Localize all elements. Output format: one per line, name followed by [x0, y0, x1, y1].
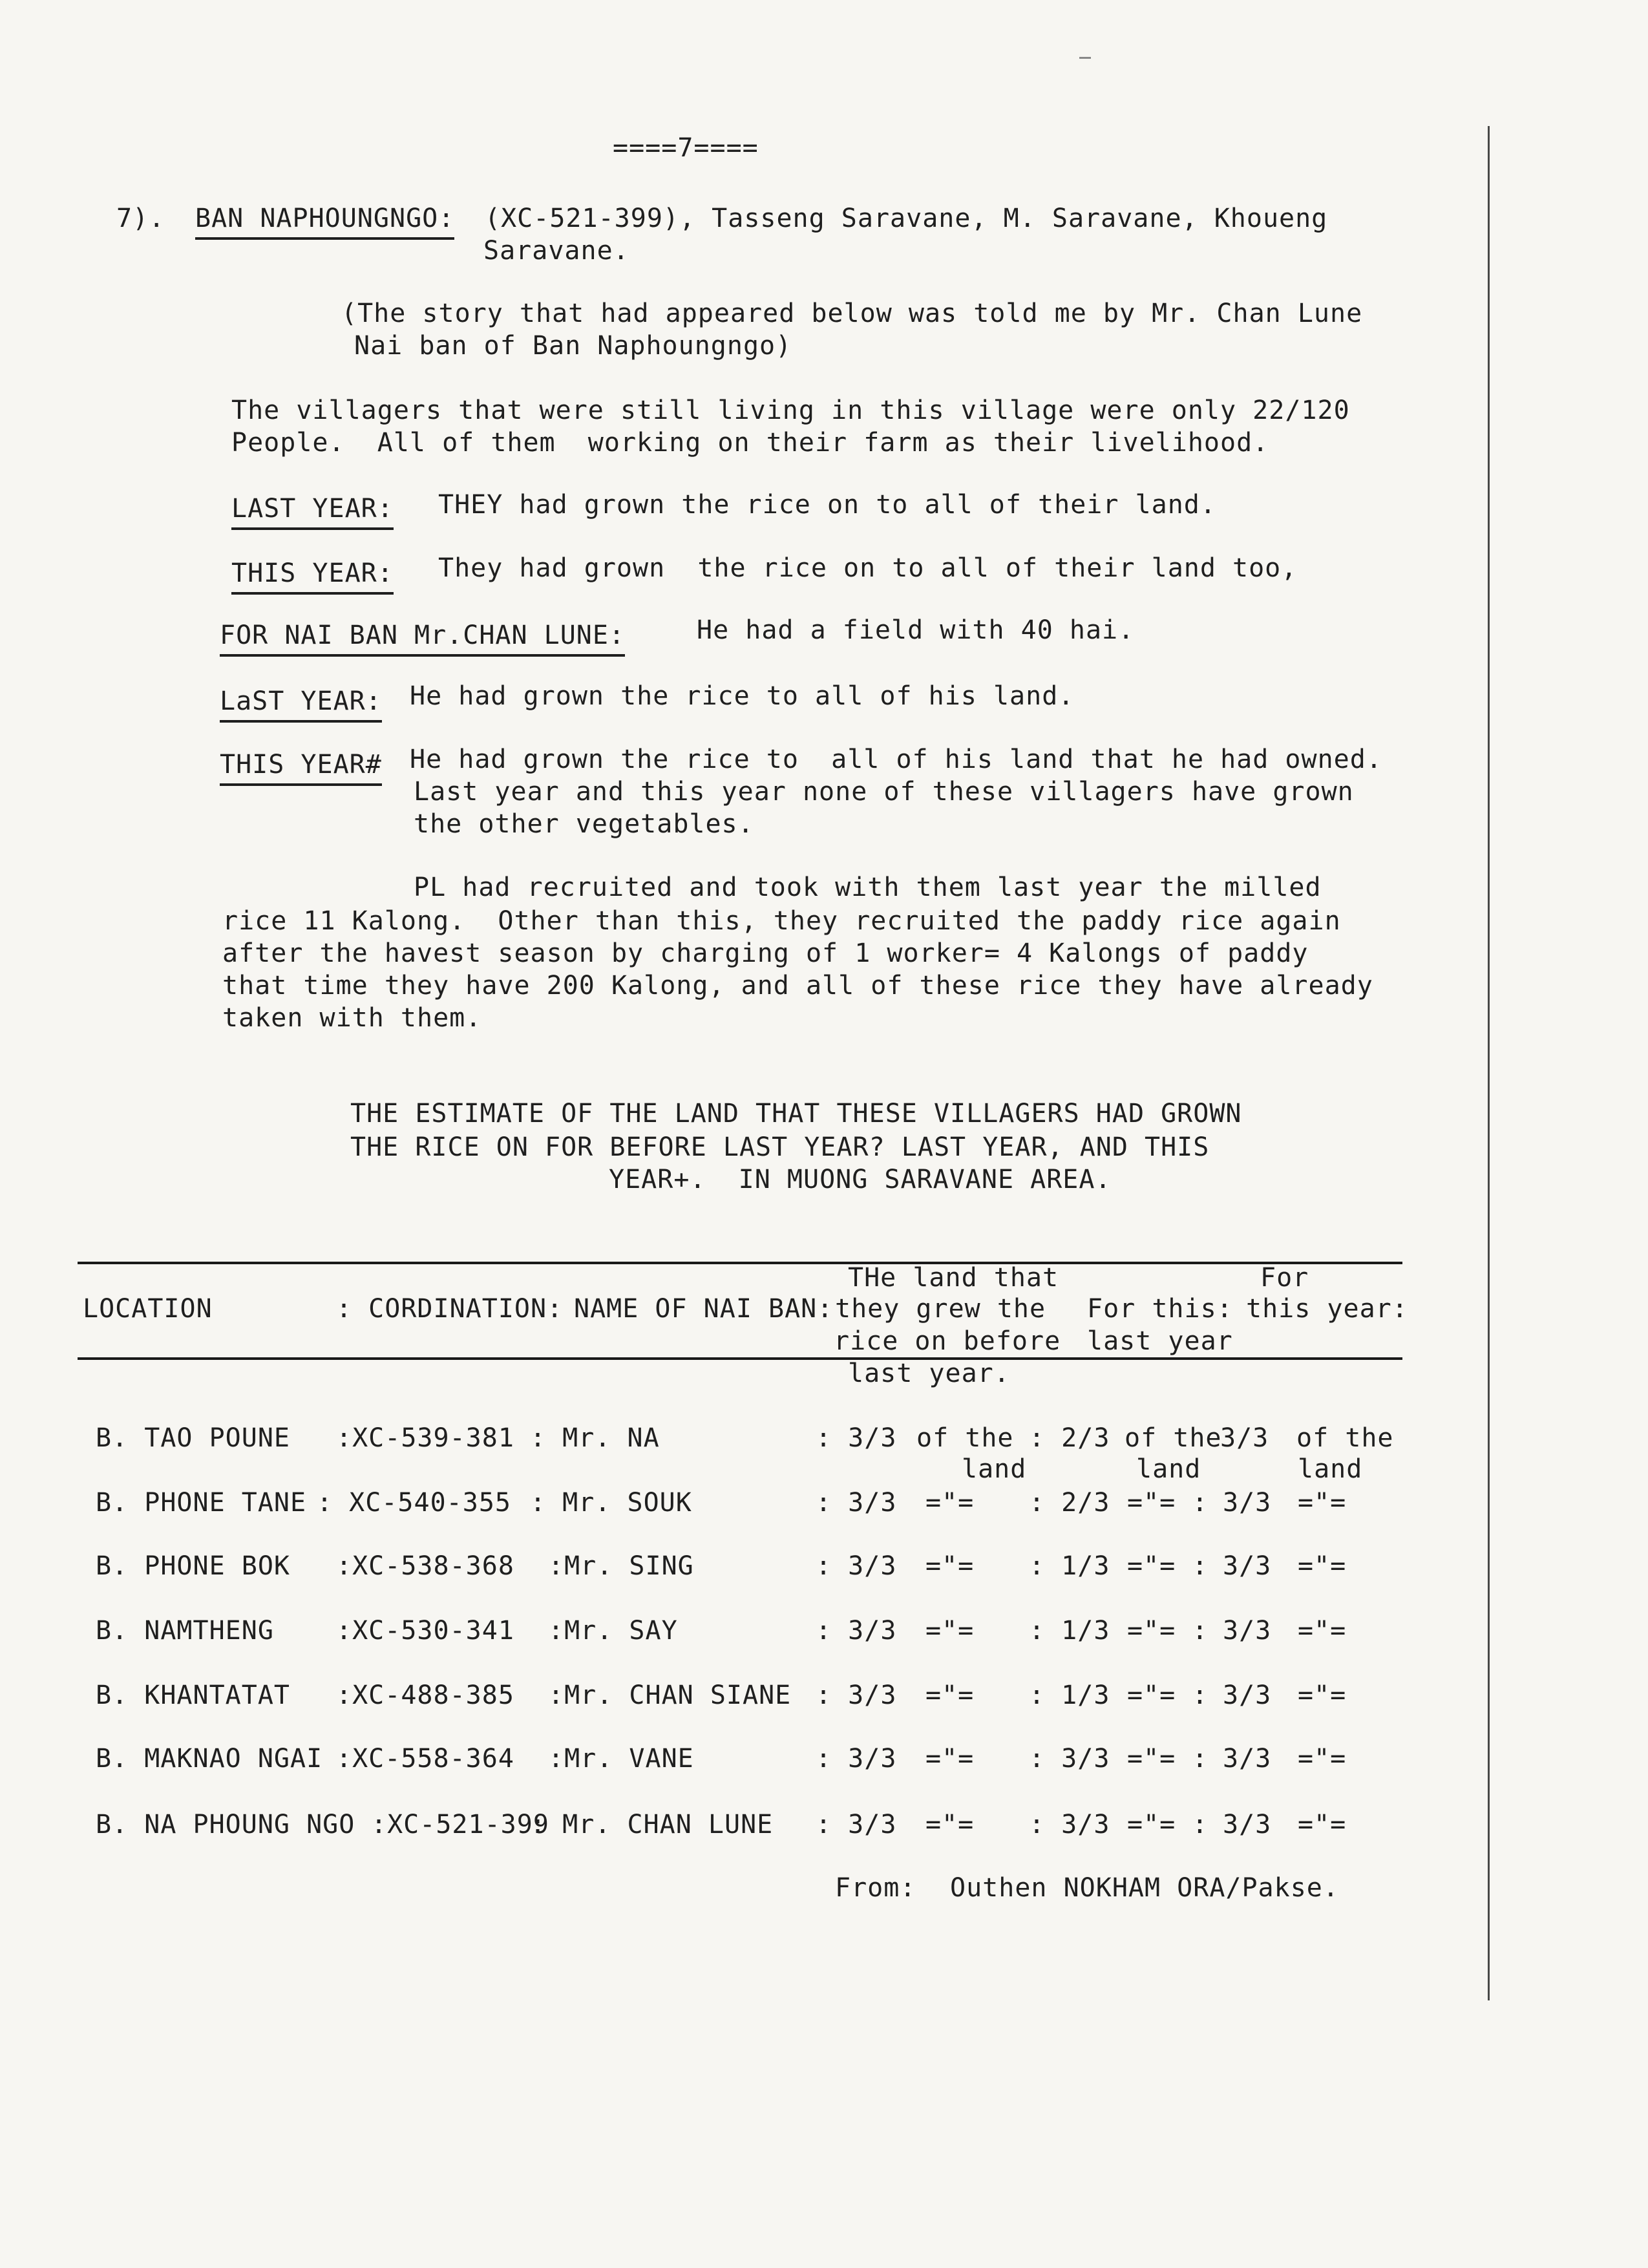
- cell-this: 3/3: [1223, 1680, 1272, 1710]
- cell-name: :Mr. SAY: [548, 1616, 678, 1646]
- cell-this-unit: ="=: [1298, 1810, 1347, 1839]
- entry-text-this-year: They had grown the rice on to all of their land too,: [438, 553, 1298, 583]
- cell-this: 3/3: [1223, 1744, 1272, 1774]
- cell-name: : Mr. NA: [530, 1423, 660, 1453]
- paragraph-line-4: that time they have 200 Kalong, and all of these rice they have already: [222, 971, 1373, 1001]
- header-coordination: : CORDINATION:: [336, 1294, 564, 1324]
- header-before-1: THe land that: [848, 1263, 1059, 1293]
- cell-name: :Mr. CHAN SIANE: [548, 1680, 792, 1710]
- cell-this: 3/3: [1220, 1423, 1269, 1453]
- cell-location: B. PHONE TANE: [96, 1488, 307, 1518]
- cell-last-unit: ="= :: [1127, 1810, 1209, 1839]
- cell-location: B. KHANTATAT: [96, 1680, 290, 1710]
- cell-location: B. NAMTHENG: [96, 1616, 274, 1646]
- entry-text-last-year-2: He had grown the rice to all of his land.: [410, 681, 1075, 711]
- cell-last: : 2/3: [1029, 1423, 1110, 1453]
- heading-village: BAN NAPHOUNGNGO:: [195, 204, 454, 240]
- page-speck: [1079, 57, 1091, 59]
- table-header-rule: [78, 1357, 1402, 1360]
- paragraph-line-1: PL had recruited and took with them last year the milled: [414, 873, 1322, 902]
- cell-before: : 3/3: [816, 1488, 897, 1518]
- cell-coord: :XC-539-381: [336, 1423, 514, 1453]
- story-note-line-1: (The story that had appeared below was told me by Mr. Chan Lune: [341, 299, 1363, 328]
- cell-last-unit: ="= :: [1127, 1551, 1209, 1581]
- cell-location: B. MAKNAO NGAI: [96, 1744, 323, 1774]
- cell-coord: :XC-488-385: [336, 1680, 514, 1710]
- cell-this: 3/3: [1223, 1551, 1272, 1581]
- cell-this-unit: of the: [1296, 1423, 1394, 1453]
- cell-name: : Mr. CHAN LUNE: [530, 1810, 774, 1839]
- cell-coord: :XC-558-364: [336, 1744, 514, 1774]
- header-this-1: For: [1260, 1263, 1309, 1293]
- page-number: ====7====: [613, 133, 759, 163]
- cell-last: : 3/3: [1029, 1810, 1110, 1839]
- entry-text-this-year-2: He had grown the rice to all of his land that he had owned.: [410, 745, 1382, 774]
- cell-this-unit: ="=: [1298, 1488, 1347, 1518]
- cell-name: : Mr. SOUK: [530, 1488, 692, 1518]
- cell-location: B. TAO POUNE: [96, 1423, 290, 1453]
- cell-name: :Mr. VANE: [548, 1744, 694, 1774]
- cell-before-unit: ="=: [925, 1616, 975, 1646]
- cell-last-unit: of the: [1125, 1423, 1222, 1453]
- header-before-3: rice on before: [834, 1326, 1061, 1356]
- cell-this: 3/3: [1223, 1810, 1272, 1839]
- cell-before-unit: ="=: [925, 1551, 975, 1581]
- paragraph-line-3: after the havest season by charging of 1 worker= 4 Kalongs of paddy: [222, 938, 1309, 968]
- header-this-2: this year:: [1246, 1294, 1408, 1324]
- header-before-2: they grew the: [835, 1294, 1046, 1324]
- entry-text-last-year: THEY had grown the rice on to all of their land.: [438, 490, 1216, 520]
- header-last-1: For this:: [1087, 1294, 1233, 1324]
- cell-last: : 1/3: [1029, 1551, 1110, 1581]
- cell-last-unit: ="= :: [1127, 1680, 1209, 1710]
- cell-this-unit: ="=: [1298, 1551, 1347, 1581]
- margin-rule: [1488, 126, 1490, 2000]
- intro-line-2: People. All of them working on their farm as their livelihood.: [231, 428, 1269, 458]
- cell-coord: :XC-521-399: [371, 1810, 549, 1839]
- from-label: From:: [835, 1873, 916, 1903]
- table-top-rule: [78, 1262, 1402, 1264]
- cell-this-land: land: [1298, 1454, 1363, 1484]
- cell-before: : 3/3: [816, 1744, 897, 1774]
- cell-last-unit: ="= :: [1127, 1488, 1209, 1518]
- cell-before: : 3/3: [816, 1810, 897, 1839]
- cell-this-unit: ="=: [1298, 1616, 1347, 1646]
- cell-last: : 1/3: [1029, 1680, 1110, 1710]
- cell-before: : 3/3: [816, 1423, 897, 1453]
- cell-this-unit: ="=: [1298, 1744, 1347, 1774]
- cell-this: 3/3: [1223, 1616, 1272, 1646]
- paragraph-line-2: rice 11 Kalong. Other than this, they recruited the paddy rice again: [222, 906, 1341, 936]
- cell-before-unit: ="=: [925, 1810, 975, 1839]
- entry-label-last-year: LAST YEAR:: [231, 494, 394, 530]
- cell-name: :Mr. SING: [548, 1551, 694, 1581]
- cell-coord: :XC-538-368: [336, 1551, 514, 1581]
- table-title-line-1: THE ESTIMATE OF THE LAND THAT THESE VILLAGERS HAD GROWN: [350, 1099, 1242, 1129]
- cell-last-unit: ="= :: [1127, 1744, 1209, 1774]
- cell-before: : 3/3: [816, 1680, 897, 1710]
- cell-before: : 3/3: [816, 1616, 897, 1646]
- table-title-line-2: THE RICE ON FOR BEFORE LAST YEAR? LAST YEAR, AND THIS: [350, 1132, 1210, 1162]
- heading-location-cont: Saravane.: [483, 236, 629, 266]
- cell-before-unit: ="=: [925, 1488, 975, 1518]
- cell-location: B. PHONE BOK: [96, 1551, 290, 1581]
- cell-this-unit: ="=: [1298, 1680, 1347, 1710]
- cell-coord: :XC-530-341: [336, 1616, 514, 1646]
- cell-before-unit: of the: [916, 1423, 1014, 1453]
- heading-number: 7).: [116, 204, 165, 233]
- header-location: LOCATION: [83, 1294, 213, 1324]
- from-text: Outhen NOKHAM ORA/Pakse.: [950, 1873, 1339, 1903]
- cell-last: : 3/3: [1029, 1744, 1110, 1774]
- story-note-line-2: Nai ban of Ban Naphoungngo): [354, 331, 792, 361]
- intro-line-1: The villagers that were still living in this village were only 22/120: [231, 396, 1350, 425]
- entry-label-this-year-2: THIS YEAR#: [220, 750, 382, 786]
- header-last-2: last year: [1087, 1326, 1233, 1356]
- cell-location: B. NA PHOUNG NGO: [96, 1810, 355, 1839]
- cell-before: : 3/3: [816, 1551, 897, 1581]
- entry-label-nai-ban: FOR NAI BAN Mr.CHAN LUNE:: [220, 620, 625, 657]
- cell-last: : 1/3: [1029, 1616, 1110, 1646]
- cell-last-unit: ="= :: [1127, 1616, 1209, 1646]
- cell-before-unit: ="=: [925, 1744, 975, 1774]
- entry-label-this-year: THIS YEAR:: [231, 558, 394, 595]
- header-name: NAME OF NAI BAN:: [574, 1294, 834, 1324]
- entry-cont-line-1: Last year and this year none of these villagers have grown: [414, 777, 1354, 807]
- header-before-4: last year.: [848, 1359, 1010, 1388]
- heading-location: (XC-521-399), Tasseng Saravane, M. Saravane, Khoueng: [485, 204, 1328, 233]
- cell-before-unit: ="=: [925, 1680, 975, 1710]
- cell-last: : 2/3: [1029, 1488, 1110, 1518]
- table-title-line-3: YEAR+. IN MUONG SARAVANE AREA.: [609, 1165, 1112, 1194]
- entry-label-last-year-2: LaST YEAR:: [220, 686, 382, 723]
- paragraph-line-5: taken with them.: [222, 1003, 482, 1033]
- cell-before-land: land: [962, 1454, 1027, 1484]
- entry-text-nai-ban: He had a field with 40 hai.: [697, 615, 1135, 645]
- cell-coord: : XC-540-355: [317, 1488, 511, 1518]
- entry-cont-line-2: the other vegetables.: [414, 809, 754, 839]
- cell-last-land: land: [1136, 1454, 1201, 1484]
- cell-this: 3/3: [1223, 1488, 1272, 1518]
